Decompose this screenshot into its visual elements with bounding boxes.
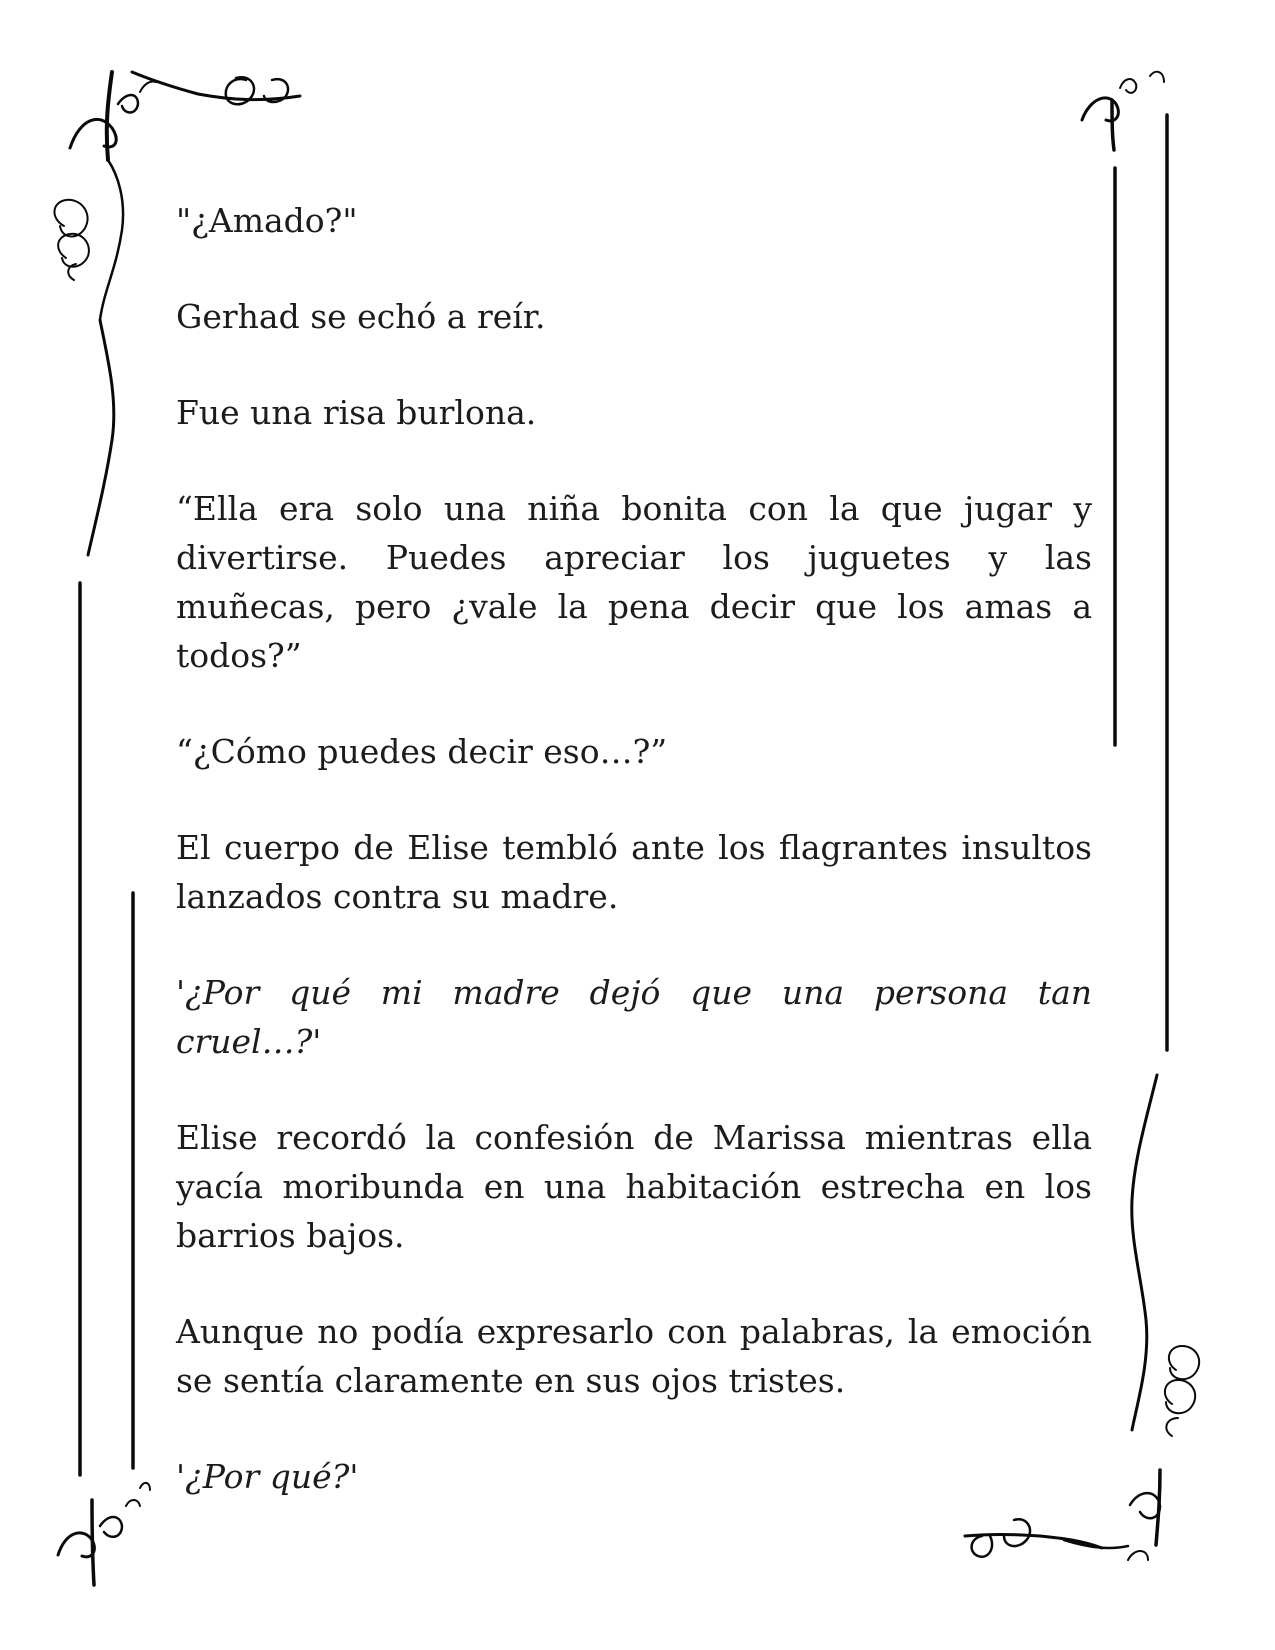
paragraph-4: “Ella era solo una niña bonita con la que jugar y divertirse. Puedes apreciar los juguetes y las muñecas, pero ¿vale la pena decir que los amas a todos?”: [176, 489, 1092, 675]
paragraph-7-thought: '¿Por qué mi madre dejó que una persona tan cruel…?': [176, 973, 1092, 1061]
paragraph-9: Aunque no podía expresarlo con palabras, la emoción se sentía claramente en sus ojos tristes.: [176, 1312, 1092, 1400]
paragraph-5: “¿Cómo puedes decir eso…?”: [176, 732, 668, 771]
top-right-flourish: [1082, 72, 1167, 1050]
paragraph-8: Elise recordó la confesión de Marissa mientras ella yacía moribunda en una habitación estrecha en los barrios bajos.: [176, 1118, 1092, 1255]
paragraph-10-thought: '¿Por qué?': [176, 1457, 359, 1496]
paragraph-6: El cuerpo de Elise tembló ante los flagrantes insultos lanzados contra su madre.: [176, 828, 1092, 916]
paragraph-3: Fue una risa burlona.: [176, 393, 537, 432]
paragraph-2: Gerhad se echó a reír.: [176, 297, 546, 336]
paragraph-1: "¿Amado?": [176, 201, 358, 240]
bottom-left-flourish: [58, 1483, 150, 1585]
document-body: [176, 196, 1092, 1548]
